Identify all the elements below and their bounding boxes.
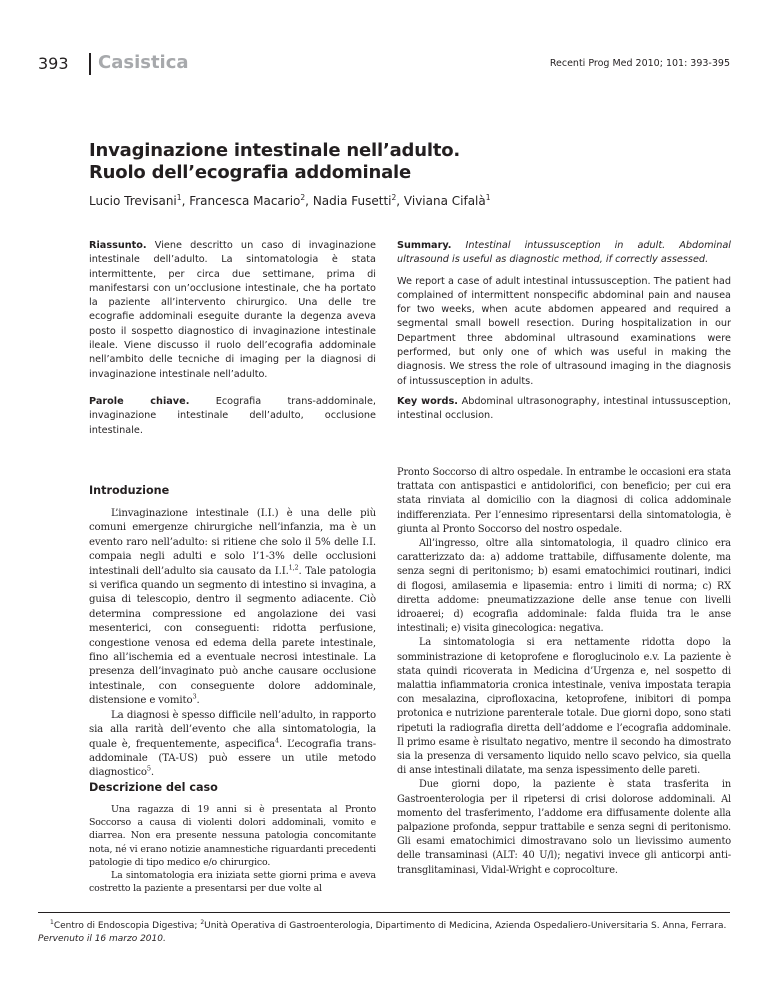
citation-ref: 4	[274, 736, 279, 745]
key-words	[397, 395, 731, 424]
footnote-rule	[38, 912, 730, 913]
affiliation-number: 2	[200, 919, 205, 926]
citation-ref: 5	[146, 764, 151, 773]
author-affiliation: 1	[485, 193, 491, 202]
introduzione-body	[89, 507, 376, 781]
paragraph	[89, 709, 376, 781]
text-run: . L’ecografia trans-addominale (TA-US) può essere un utile metodo diagnostico	[89, 738, 376, 779]
text-run: La diagnosi è spesso difficile nell’adulto, in rapporto sia alla rarità dell’evento che alla sintomatologia, la quale è, frequentemente, aspecifica	[89, 709, 376, 750]
text-run: L’invaginazione intestinale (I.I.) è una delle più comuni emergenze chirurgiche nell’infanzia, ma è un evento raro nell’adulto: si ritiene che solo il 5% delle I.I. compaia negli adulti e solo l’1-3% delle occlusioni intestinali dell’adulto sia causato da I.I.	[89, 508, 376, 577]
affiliation-number: 1	[50, 919, 54, 926]
author-separator: ,	[396, 194, 404, 208]
riassunto-text: Viene descritto un caso di invaginazione intestinale dell’adulto. La sintomatologia è stata intermittente, per circa due settimane, prima di manifestarsi con un’occlusione intestinale, che ha portato la paziente all’intervento chirurgico. Una delle tre ecografie addominali eseguite durante la degenza aveva posto il sospetto diagnostico di invaginazione intestinale ileale. Viene discusso il ruolo dell’ecografia addominale nell’ambito delle tecniche di imaging per la diagnosi di invaginazione intestinale nell’adulto.	[89, 240, 376, 380]
section-label: Casistica	[98, 52, 189, 73]
case-continued-body	[397, 466, 731, 878]
footnote	[38, 917, 730, 945]
text-run: .	[196, 695, 200, 707]
journal-citation: Recenti Prog Med 2010; 101: 393-395	[549, 58, 730, 69]
text-run: .	[150, 767, 154, 779]
paragraph: La sintomatologia si era nettamente ridotta dopo la somministrazione di ketoprofene e floroglucinolo e.v. La paziente è stata quindi ricoverata in Medicina d’Urgenza e, nel sospetto di malattia infiammatoria cronica intestinale, veniva impostata terapia con mesalazina, ciprofloxacina, ketoprofene, inibitori di pompa protonica e nutrizione parenterale totale. Due giorni dopo, sono stati ripetuti la radiografia diretta dell’addome e l’ecografia addominale. Il primo esame è risultato negativo, mentre il secondo ha dimostrato sia la presenza di versamento liquido nello scavo pelvico, sia quella di anse intestinali dilatate, ma senza ispessimento delle pareti.	[397, 637, 731, 777]
received-date: Pervenuto il 16 marzo 2010.	[38, 933, 166, 944]
page-number: 393	[38, 54, 69, 73]
descrizione-body	[89, 803, 376, 895]
parole-chiave-label: Parole chiave.	[89, 396, 190, 407]
author-separator: ,	[305, 194, 313, 208]
paragraph: Pronto Soccorso di altro ospedale. In entrambe le occasioni era stata trattata con antispastici e antidolorifici, con beneficio; per cui era stata rinviata al domicilio con la diagnosi di colica addominale indifferenziata. Per l’ennesimo ripresentarsi della sintomatologia, è giunta al Pronto Soccorso del nostro ospedale.	[397, 467, 731, 535]
key-words-label: Key words.	[397, 396, 458, 407]
introduzione-heading: Introduzione	[89, 484, 170, 497]
author-name: Nadia Fusetti	[312, 194, 392, 208]
paragraph: Due giorni dopo, la paziente è stata trasferita in Gastroenterologia per il ripetersi di crisi dolorose addominali. Al momento del trasferimento, l’addome era diffusamente dolente alla palpazione profonda, seppur trattabile e senza segni di peritonismo. Gli esami ematochimici dimostravano solo un lievissimo aumento delle transaminasi (ALT: 40 U/l); negativi invece gli anticorpi anti-transglitaminasi, Vidal-Wright e coprocolture.	[397, 779, 731, 876]
author-list	[89, 193, 491, 208]
paragraph: La sintomatologia era iniziata sette giorni prima e aveva costretto la paziente a presentarsi per due volte al	[89, 870, 376, 895]
title-line-1: Invaginazione intestinale nell’adulto.	[89, 140, 461, 161]
citation-ref: 3	[192, 692, 197, 701]
author-affiliation: 1	[176, 193, 182, 202]
riassunto-label: Riassunto.	[89, 240, 147, 251]
paragraph	[89, 507, 376, 709]
author-affiliation: 2	[300, 193, 306, 202]
paragraph: All’ingresso, oltre alla sintomatologia, il quadro clinico era caratterizzato da: a) addome trattabile, diffusamente dolente, ma senza segni di peritonismo; b) esami ematochimici routinari, indici di flogosi, amilasemia e lipasemia: entro i limiti di norma; c) RX diretta addome: pneumatizzazione delle anse tenue con livelli idroaerei; d) ecografia addominale: falda fluida tra le anse intestinali; e) visita ginecologica: negativa.	[397, 538, 731, 635]
affiliation-text: Centro di Endoscopia Digestiva;	[53, 921, 201, 931]
summary	[397, 239, 731, 389]
author-name: Viviana Cifalà	[403, 194, 486, 208]
title-line-2: Ruolo dell’ecografia addominale	[89, 162, 412, 183]
header-divider	[89, 53, 91, 75]
affiliation-text: Unità Operativa di Gastroenterologia, Dipartimento di Medicina, Azienda Ospedaliero-Universitaria S. Anna, Ferrara.	[204, 921, 727, 931]
summary-subtitle: Intestinal intussusception in adult. Abdominal ultrasound is useful as diagnostic method, if correctly assessed.	[397, 240, 731, 266]
paragraph: Una ragazza di 19 anni si è presentata al Pronto Soccorso a causa di violenti dolori addominali, vomito e diarrea. Non era presente nessuna patologia concomitante nota, né vi erano notizie anamnestiche riguardanti precedenti patologie di tipo medico e/o chirurgico.	[89, 804, 376, 868]
summary-label: Summary.	[397, 240, 452, 251]
author-name: Francesca Macario	[189, 194, 301, 208]
key-words-text: Abdominal ultrasonography, intestinal intussusception, intestinal occlusion.	[397, 396, 731, 422]
author-name: Lucio Trevisani	[89, 194, 177, 208]
descrizione-heading: Descrizione del caso	[89, 781, 218, 794]
summary-text: We report a case of adult intestinal intussusception. The patient had complained of intermittent nonspecific abdominal pain and nausea for two weeks, when acute abdomen appeared and required a segmental small bowell resection. During hospitalization in our Department three abdominal ultrasound examinations were performed, but only one of which was useful in making the diagnosis. We stress the role of ultrasound imaging in the diagnosis of intussusception in adults.	[397, 275, 731, 387]
parole-chiave	[89, 395, 376, 438]
riassunto	[89, 239, 376, 382]
parole-chiave-text: Ecografia trans-addominale, invaginazione intestinale dell’adulto, occlusione intestinale.	[89, 396, 376, 436]
text-run: . Tale patologia si verifica quando un segmento di intestino si invagina, a guisa di telescopio, dentro il segmento adiacente. Ciò determina compressione ed angolazione dei vasi mesenterici, con conseguenti: ridotta perfusione, congestione venosa ed edema della parete intestinale, fino all’ischemia ed a eventuale necrosi intestinale. La presenza dell’invaginato può anche causare occlusione intestinale, con conseguente dolore addominale, distensione e vomito	[89, 565, 376, 707]
article-title	[89, 140, 589, 184]
citation-ref: 1,2	[288, 563, 299, 572]
author-affiliation: 2	[391, 193, 397, 202]
author-separator: ,	[181, 194, 190, 208]
